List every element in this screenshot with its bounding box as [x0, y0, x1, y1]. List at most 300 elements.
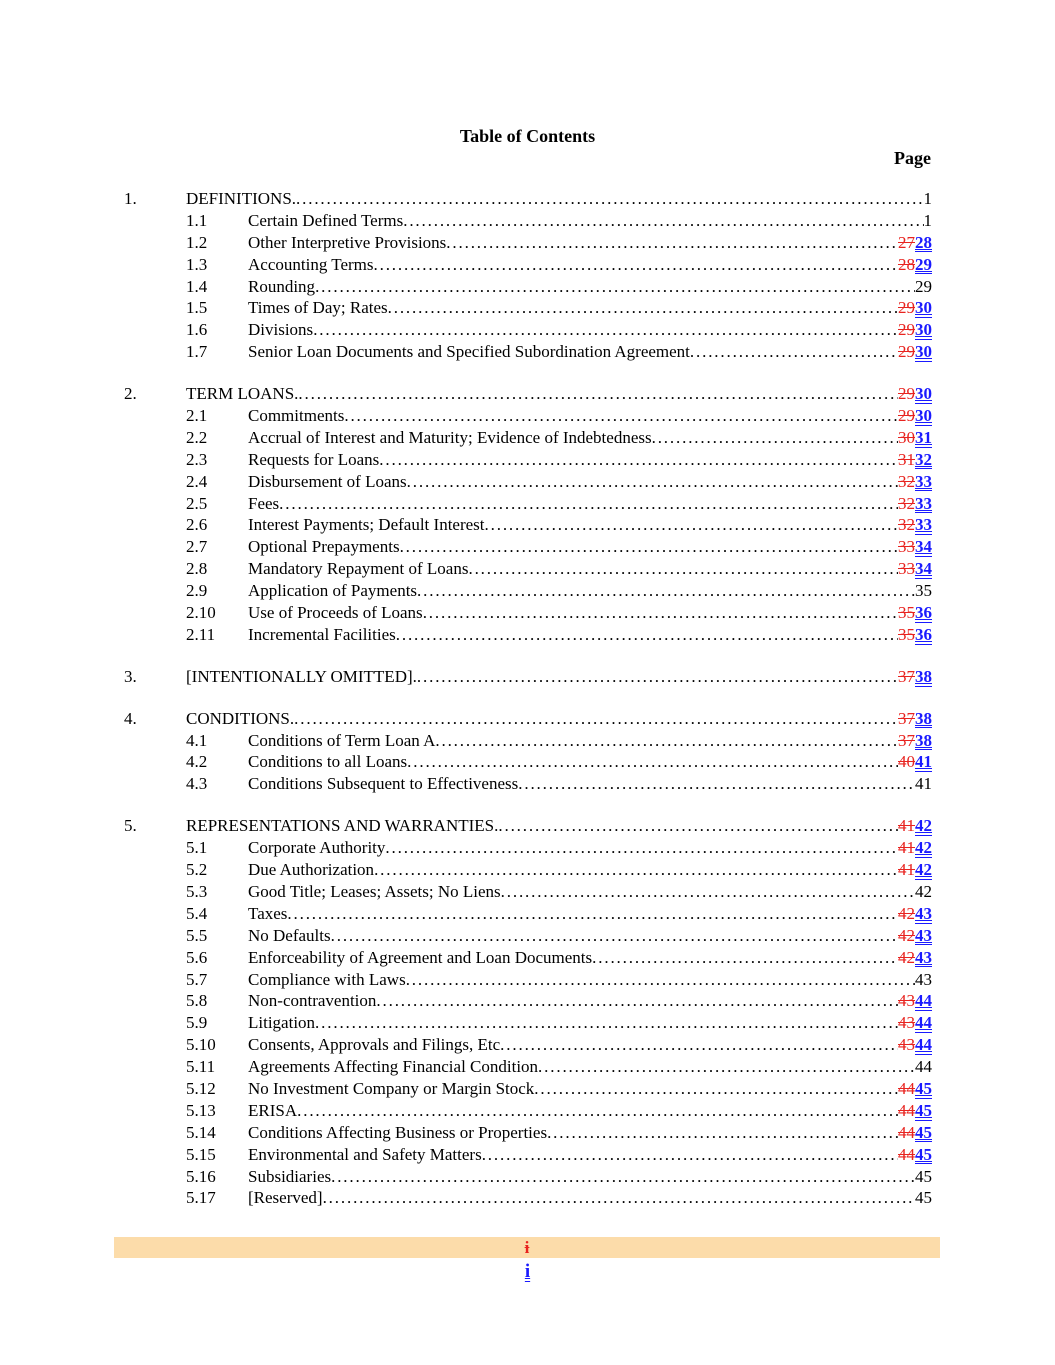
dot-leader: [538, 1056, 915, 1078]
toc-subsection-row[interactable]: [0, 990, 1055, 1012]
toc-entry-number: 1.7: [186, 342, 208, 362]
toc-entry-title[interactable]: [Reserved]: [248, 1188, 323, 1208]
toc-entry-leader-line: [248, 837, 932, 859]
toc-entry-number: 4.: [124, 708, 137, 728]
toc-entry-number: 2.: [124, 384, 137, 404]
toc-entry-title[interactable]: Use of Proceeds of Loans: [248, 603, 423, 623]
toc-subsection-row[interactable]: [0, 210, 1055, 232]
inserted-page-number[interactable]: 30: [915, 298, 932, 318]
toc-entry-title[interactable]: Non-contravention: [248, 991, 377, 1011]
toc-entry-number: 2.2: [186, 427, 208, 447]
inserted-page-number[interactable]: 30: [915, 384, 932, 404]
deleted-page-number: 32: [898, 471, 915, 491]
toc-subsection-row[interactable]: [0, 969, 1055, 991]
toc-entry-page: [898, 624, 932, 646]
inserted-page-number[interactable]: 44: [915, 1035, 932, 1055]
inserted-page-number[interactable]: 34: [915, 559, 932, 579]
deleted-page-number: 30: [898, 427, 915, 447]
deleted-page-number: 29: [898, 406, 915, 426]
toc-subsection-row[interactable]: [0, 837, 1055, 859]
dot-leader: [294, 708, 898, 730]
toc-entry-leader-line: [248, 773, 932, 795]
deleted-page-number: 37: [898, 730, 915, 750]
deleted-page-number: 29: [898, 384, 915, 404]
toc-subsection-row[interactable]: [0, 254, 1055, 276]
deleted-page-number: 40: [898, 752, 915, 772]
toc-entry-page: [898, 947, 932, 969]
toc-entry-title[interactable]: Conditions Affecting Business or Properties: [248, 1122, 548, 1142]
footer-inserted-page-number: i: [524, 1261, 531, 1282]
dot-leader: [297, 1100, 898, 1122]
toc-entry-title[interactable]: TERM LOANS.: [186, 384, 299, 404]
toc-entry-page: [898, 405, 932, 427]
toc-entry-title[interactable]: Senior Loan Documents and Specified Subordination Agreement: [248, 342, 690, 362]
dot-leader: [374, 254, 899, 276]
deleted-page-number: 35: [898, 603, 915, 623]
dot-leader: [547, 1122, 898, 1144]
toc-entry-leader-line: [248, 969, 932, 991]
toc-subsection-row[interactable]: [0, 903, 1055, 925]
dot-leader: [417, 666, 898, 688]
inserted-page-number[interactable]: 42: [915, 838, 932, 858]
inserted-page-number[interactable]: 29: [915, 254, 932, 274]
toc-subsection-row[interactable]: [0, 1012, 1055, 1034]
toc-entry-number: 2.4: [186, 471, 208, 491]
inserted-page-number[interactable]: 36: [915, 603, 932, 623]
toc-entry-leader-line: [248, 881, 932, 903]
toc-subsection-row[interactable]: [0, 1122, 1055, 1144]
deleted-page-number: 42: [898, 903, 915, 923]
toc-entry-title[interactable]: Rounding: [248, 276, 316, 296]
toc-entry-page: [898, 297, 932, 319]
dot-leader: [296, 188, 923, 210]
deleted-page-number: 29: [898, 298, 915, 318]
toc-entry-number: 1.6: [186, 320, 208, 340]
inserted-page-number[interactable]: 33: [915, 493, 932, 513]
toc-entry-page: [898, 815, 932, 837]
toc-entry-page: [898, 514, 932, 536]
dot-leader: [313, 319, 898, 341]
toc-entry-page: 42: [915, 881, 932, 901]
dot-leader: [407, 751, 898, 773]
inserted-page-number[interactable]: 38: [915, 730, 932, 750]
toc-subsection-row[interactable]: [0, 1144, 1055, 1166]
toc-entry-page: [898, 1100, 932, 1122]
toc-entry-title[interactable]: Incremental Facilities: [248, 624, 396, 644]
toc-entry-number: 2.8: [186, 559, 208, 579]
toc-entry-page: [898, 602, 932, 624]
dot-leader: [396, 624, 898, 646]
inserted-page-number[interactable]: 31: [915, 427, 932, 447]
toc-entry-page: 35: [915, 581, 932, 601]
toc-entry-leader-line: [248, 319, 932, 341]
toc-entry-title[interactable]: Requests for Loans: [248, 449, 380, 469]
toc-entry-leader-line: [248, 1078, 932, 1100]
toc-subsection-row[interactable]: [0, 624, 1055, 646]
inserted-page-number[interactable]: 45: [915, 1122, 932, 1142]
toc-entry-page: [898, 471, 932, 493]
dot-leader: [500, 1034, 898, 1056]
toc-entry-number: 3.: [124, 666, 137, 686]
toc-entry-title[interactable]: Commitments: [248, 406, 345, 426]
inserted-page-number[interactable]: 43: [915, 947, 932, 967]
toc-entry-number: 4.1: [186, 730, 208, 750]
deleted-page-number: 37: [898, 666, 915, 686]
inserted-page-number[interactable]: 38: [915, 708, 932, 728]
toc-section-row[interactable]: [0, 666, 1055, 688]
toc-entry-title[interactable]: Conditions Subsequent to Effectiveness: [248, 774, 519, 794]
toc-entry-leader-line: [248, 471, 932, 493]
toc-entry-page: [898, 730, 932, 752]
dot-leader: [315, 1012, 898, 1034]
inserted-page-number[interactable]: 45: [915, 1100, 932, 1120]
toc-entry-page: 1: [923, 189, 932, 208]
toc-entry-number: 5.4: [186, 903, 208, 923]
dot-leader: [400, 536, 898, 558]
toc-entry-number: 5.6: [186, 947, 208, 967]
deleted-page-number: 44: [898, 1144, 915, 1164]
dot-leader: [423, 602, 898, 624]
toc-entry-title[interactable]: Conditions to all Loans: [248, 752, 408, 772]
toc-entry-number: 2.5: [186, 493, 208, 513]
toc-entry-page: [898, 341, 932, 363]
inserted-page-number[interactable]: 42: [915, 816, 932, 836]
toc-entry-page: 43: [915, 969, 932, 989]
toc-entry-title[interactable]: REPRESENTATIONS AND WARRANTIES.: [186, 816, 499, 836]
toc-entry-number: 5.17: [186, 1188, 216, 1208]
toc-entry-number: 1.5: [186, 298, 208, 318]
toc-entry-leader-line: [248, 990, 932, 1012]
toc-entry-leader-line: [248, 276, 932, 298]
inserted-page-number[interactable]: 43: [915, 903, 932, 923]
toc-subsection-row[interactable]: [0, 1078, 1055, 1100]
toc-subsection-row[interactable]: [0, 319, 1055, 341]
toc-entry-title[interactable]: Environmental and Safety Matters: [248, 1144, 482, 1164]
toc-entry-number: 5.16: [186, 1166, 216, 1186]
toc-entry-page: [898, 232, 932, 254]
toc-subsection-row[interactable]: [0, 558, 1055, 580]
toc-entry-page: [898, 427, 932, 449]
toc-entry-page: [898, 254, 932, 276]
toc-entry-leader-line: [248, 580, 932, 602]
inserted-page-number[interactable]: 44: [915, 991, 932, 1011]
dot-leader: [323, 1187, 915, 1209]
deleted-page-number: 41: [898, 838, 915, 858]
toc-entry-leader-line: [186, 666, 932, 688]
toc-entry-page: [898, 1078, 932, 1100]
toc-entry-title[interactable]: ERISA: [248, 1100, 298, 1120]
toc-entry-page: [898, 493, 932, 515]
toc-entry-page: 41: [915, 774, 932, 794]
toc-entry-number: 5.9: [186, 1013, 208, 1033]
toc-entry-page: [898, 558, 932, 580]
toc-subsection-row[interactable]: [0, 297, 1055, 319]
toc-section-row[interactable]: [0, 815, 1055, 837]
deleted-page-number: 42: [898, 947, 915, 967]
toc-entry-number: 5.5: [186, 925, 208, 945]
page-column-header: Page: [894, 148, 931, 168]
toc-entry-title[interactable]: Interest Payments; Default Interest: [248, 515, 485, 535]
toc-entry-title[interactable]: Mandatory Repayment of Loans: [248, 559, 469, 579]
toc-entry-leader-line: [248, 602, 932, 624]
inserted-page-number[interactable]: 38: [915, 666, 932, 686]
toc-subsection-row[interactable]: [0, 881, 1055, 903]
toc-entry-page: [898, 903, 932, 925]
footer-deleted-page-band: [114, 1237, 940, 1258]
toc-entry-page: [898, 1012, 932, 1034]
toc-section-row[interactable]: [0, 708, 1055, 730]
dot-leader: [406, 969, 915, 991]
dot-leader: [446, 232, 898, 254]
dot-leader: [344, 405, 898, 427]
dot-leader: [374, 859, 898, 881]
toc-subsection-row[interactable]: [0, 276, 1055, 298]
toc-entry-title[interactable]: Subsidiaries: [248, 1166, 332, 1186]
inserted-page-number[interactable]: 45: [915, 1078, 932, 1098]
toc-entry-page: [898, 837, 932, 859]
dot-leader: [385, 837, 898, 859]
toc-subsection-row[interactable]: [0, 471, 1055, 493]
toc-entry-title[interactable]: Litigation: [248, 1013, 316, 1033]
toc-entry-page: [898, 1122, 932, 1144]
toc-entry-page: [898, 319, 932, 341]
toc-entry-page: [898, 449, 932, 471]
toc-subsection-row[interactable]: [0, 1056, 1055, 1078]
dot-leader: [690, 341, 898, 363]
toc-subsection-row[interactable]: [0, 449, 1055, 471]
toc-entry-title[interactable]: Accounting Terms: [248, 254, 374, 274]
toc-entry-title[interactable]: Certain Defined Terms: [248, 210, 404, 230]
toc-entry-leader-line: [248, 1166, 932, 1188]
toc-entry-title[interactable]: No Investment Company or Margin Stock: [248, 1078, 535, 1098]
deleted-page-number: 27: [898, 232, 915, 252]
toc-entry-leader-line: [248, 1034, 932, 1056]
dot-leader: [407, 471, 898, 493]
inserted-page-number[interactable]: 41: [915, 752, 932, 772]
toc-entry-number: 5.12: [186, 1078, 216, 1098]
deleted-page-number: 44: [898, 1100, 915, 1120]
toc-entry-number: 2.7: [186, 537, 208, 557]
toc-entry-leader-line: [248, 925, 932, 947]
toc-entry-leader-line: [248, 903, 932, 925]
toc-entry-page: [898, 1034, 932, 1056]
toc-entry-title[interactable]: Divisions: [248, 320, 314, 340]
toc-entry-title[interactable]: Taxes: [248, 903, 288, 923]
toc-entry-title[interactable]: Other Interpretive Provisions: [248, 232, 447, 252]
inserted-page-number[interactable]: 42: [915, 860, 932, 880]
toc-entry-title[interactable]: Fees: [248, 493, 280, 513]
dot-leader: [287, 903, 898, 925]
toc-subsection-row[interactable]: [0, 536, 1055, 558]
toc-entry-page: 44: [915, 1057, 932, 1077]
dot-leader: [498, 815, 898, 837]
dot-leader: [315, 276, 915, 298]
toc-entry-leader-line: [248, 947, 932, 969]
toc-entry-title[interactable]: Application of Payments: [248, 581, 418, 601]
toc-entry-title[interactable]: Conditions of Term Loan A: [248, 730, 436, 750]
deleted-page-number: 35: [898, 624, 915, 644]
toc-title: Table of Contents: [459, 126, 596, 146]
toc-entry-page: [898, 536, 932, 558]
toc-entry-title[interactable]: CONDITIONS.: [186, 708, 295, 728]
toc-entry-number: 5.8: [186, 991, 208, 1011]
toc-subsection-row[interactable]: [0, 1187, 1055, 1209]
toc-entry-title[interactable]: Corporate Authority: [248, 838, 386, 858]
toc-section-row[interactable]: [0, 383, 1055, 405]
toc-entry-number: 2.1: [186, 406, 208, 426]
toc-entry-title[interactable]: DEFINITIONS.: [186, 189, 297, 208]
toc-entry-leader-line: [248, 341, 932, 363]
toc-entry-page: [898, 666, 932, 688]
toc-subsection-row[interactable]: [0, 751, 1055, 773]
toc-entry-number: 2.10: [186, 603, 216, 623]
dot-leader: [331, 925, 898, 947]
toc-entry-title[interactable]: Consents, Approvals and Filings, Etc: [248, 1035, 501, 1055]
toc-subsection-row[interactable]: [0, 405, 1055, 427]
deleted-page-number: 33: [898, 559, 915, 579]
inserted-page-number[interactable]: 30: [915, 406, 932, 426]
deleted-page-number: 32: [898, 493, 915, 513]
deleted-page-number: 43: [898, 1035, 915, 1055]
dot-leader: [417, 580, 915, 602]
toc-entry-leader-line: [248, 751, 932, 773]
toc-entry-number: 5.1: [186, 838, 208, 858]
footer-deleted-page-number: i: [524, 1238, 530, 1257]
toc-entry-title[interactable]: Due Authorization: [248, 860, 375, 880]
toc-subsection-row[interactable]: [0, 1100, 1055, 1122]
toc-entry-number: 2.6: [186, 515, 208, 535]
toc-entry-title[interactable]: Enforceability of Agreement and Loan Documents: [248, 947, 593, 967]
deleted-page-number: 37: [898, 708, 915, 728]
toc-subsection-row[interactable]: [0, 1166, 1055, 1188]
toc-entry-title[interactable]: Optional Prepayments: [248, 537, 400, 557]
toc-subsection-row[interactable]: [0, 859, 1055, 881]
dot-leader: [485, 514, 898, 536]
deleted-page-number: 41: [898, 816, 915, 836]
toc-subsection-row[interactable]: [0, 947, 1055, 969]
toc-entry-leader-line: [186, 815, 932, 837]
toc-entry-number: 1.3: [186, 254, 208, 274]
toc-subsection-row[interactable]: [0, 602, 1055, 624]
toc-entry-leader-line: [248, 1100, 932, 1122]
inserted-page-number[interactable]: 33: [915, 471, 932, 491]
toc-entry-leader-line: [248, 1187, 932, 1209]
dot-leader: [652, 427, 898, 449]
toc-entry-number: 5.11: [186, 1057, 216, 1077]
toc-entry-title[interactable]: Good Title; Leases; Assets; No Liens: [248, 881, 501, 901]
toc-entry-leader-line: [248, 558, 932, 580]
deleted-page-number: 33: [898, 537, 915, 557]
toc-subsection-row[interactable]: [0, 514, 1055, 536]
toc-entry-page: [898, 751, 932, 773]
toc-entry-leader-line: [248, 1012, 932, 1034]
toc-subsection-row[interactable]: [0, 925, 1055, 947]
deleted-page-number: 42: [898, 925, 915, 945]
toc-entry-number: 4.2: [186, 752, 208, 772]
toc-entry-leader-line: [248, 254, 932, 276]
toc-entry-leader-line: [248, 536, 932, 558]
toc-list: [0, 188, 1055, 1209]
toc-entry-page: [898, 1144, 932, 1166]
toc-entry-leader-line: [248, 859, 932, 881]
inserted-page-number[interactable]: 43: [915, 925, 932, 945]
inserted-page-number[interactable]: 32: [915, 449, 932, 469]
inserted-page-number[interactable]: 36: [915, 624, 932, 644]
deleted-page-number: 44: [898, 1122, 915, 1142]
deleted-page-number: 43: [898, 991, 915, 1011]
toc-entry-title[interactable]: Disbursement of Loans: [248, 471, 407, 491]
toc-entry-title[interactable]: Compliance with Laws: [248, 969, 406, 989]
dot-leader: [534, 1078, 898, 1100]
dot-leader: [435, 730, 898, 752]
toc-entry-leader-line: [248, 1122, 932, 1144]
toc-entry-number: 1.2: [186, 232, 208, 252]
toc-subsection-row[interactable]: [0, 427, 1055, 449]
toc-entry-number: 2.11: [186, 624, 216, 644]
toc-entry-leader-line: [248, 1056, 932, 1078]
toc-entry-title[interactable]: [INTENTIONALLY OMITTED].: [186, 666, 417, 686]
toc-section-row[interactable]: [0, 188, 1055, 210]
toc-entry-number: 5.15: [186, 1144, 216, 1164]
inserted-page-number[interactable]: 28: [915, 232, 932, 252]
deleted-page-number: 29: [898, 342, 915, 362]
deleted-page-number: 28: [898, 254, 915, 274]
toc-subsection-row[interactable]: [0, 730, 1055, 752]
dot-leader: [298, 383, 898, 405]
inserted-page-number[interactable]: 45: [915, 1144, 932, 1164]
toc-entry-leader-line: [248, 427, 932, 449]
toc-entry-title[interactable]: No Defaults: [248, 925, 331, 945]
inserted-page-number[interactable]: 30: [915, 320, 932, 340]
toc-subsection-row[interactable]: [0, 493, 1055, 515]
toc-entry-page: 29: [915, 276, 932, 296]
inserted-page-number[interactable]: 34: [915, 537, 932, 557]
toc-entry-title[interactable]: Times of Day; Rates: [248, 298, 388, 318]
toc-entry-leader-line: [248, 624, 932, 646]
toc-entry-title[interactable]: Accrual of Interest and Maturity; Evidence of Indebtedness: [248, 427, 652, 447]
toc-entry-leader-line: [248, 449, 932, 471]
toc-subsection-row[interactable]: [0, 341, 1055, 363]
inserted-page-number[interactable]: 44: [915, 1013, 932, 1033]
toc-entry-leader-line: [248, 405, 932, 427]
toc-subsection-row[interactable]: [0, 232, 1055, 254]
toc-entry-number: 2.9: [186, 581, 208, 601]
toc-entry-page: [898, 383, 932, 405]
toc-subsection-row[interactable]: [0, 580, 1055, 602]
toc-entry-leader-line: [248, 730, 932, 752]
dot-leader: [592, 947, 898, 969]
toc-entry-number: 1.4: [186, 276, 208, 296]
toc-entry-number: 5.3: [186, 881, 208, 901]
dot-leader: [482, 1144, 898, 1166]
toc-subsection-row[interactable]: [0, 773, 1055, 795]
toc-entry-number: 5.: [124, 816, 137, 836]
dot-leader: [501, 881, 915, 903]
inserted-page-number[interactable]: 30: [915, 342, 932, 362]
dot-leader: [376, 990, 898, 1012]
inserted-page-number[interactable]: 33: [915, 515, 932, 535]
dot-leader: [518, 773, 915, 795]
toc-entry-page: [898, 925, 932, 947]
toc-subsection-row[interactable]: [0, 1034, 1055, 1056]
toc-entry-number: 5.14: [186, 1122, 216, 1142]
toc-entry-page: 45: [915, 1188, 932, 1208]
toc-entry-number: 5.10: [186, 1035, 216, 1055]
toc-entry-page: [898, 708, 932, 730]
toc-entry-title[interactable]: Agreements Affecting Financial Condition: [248, 1057, 539, 1077]
deleted-page-number: 43: [898, 1013, 915, 1033]
deleted-page-number: 31: [898, 449, 915, 469]
